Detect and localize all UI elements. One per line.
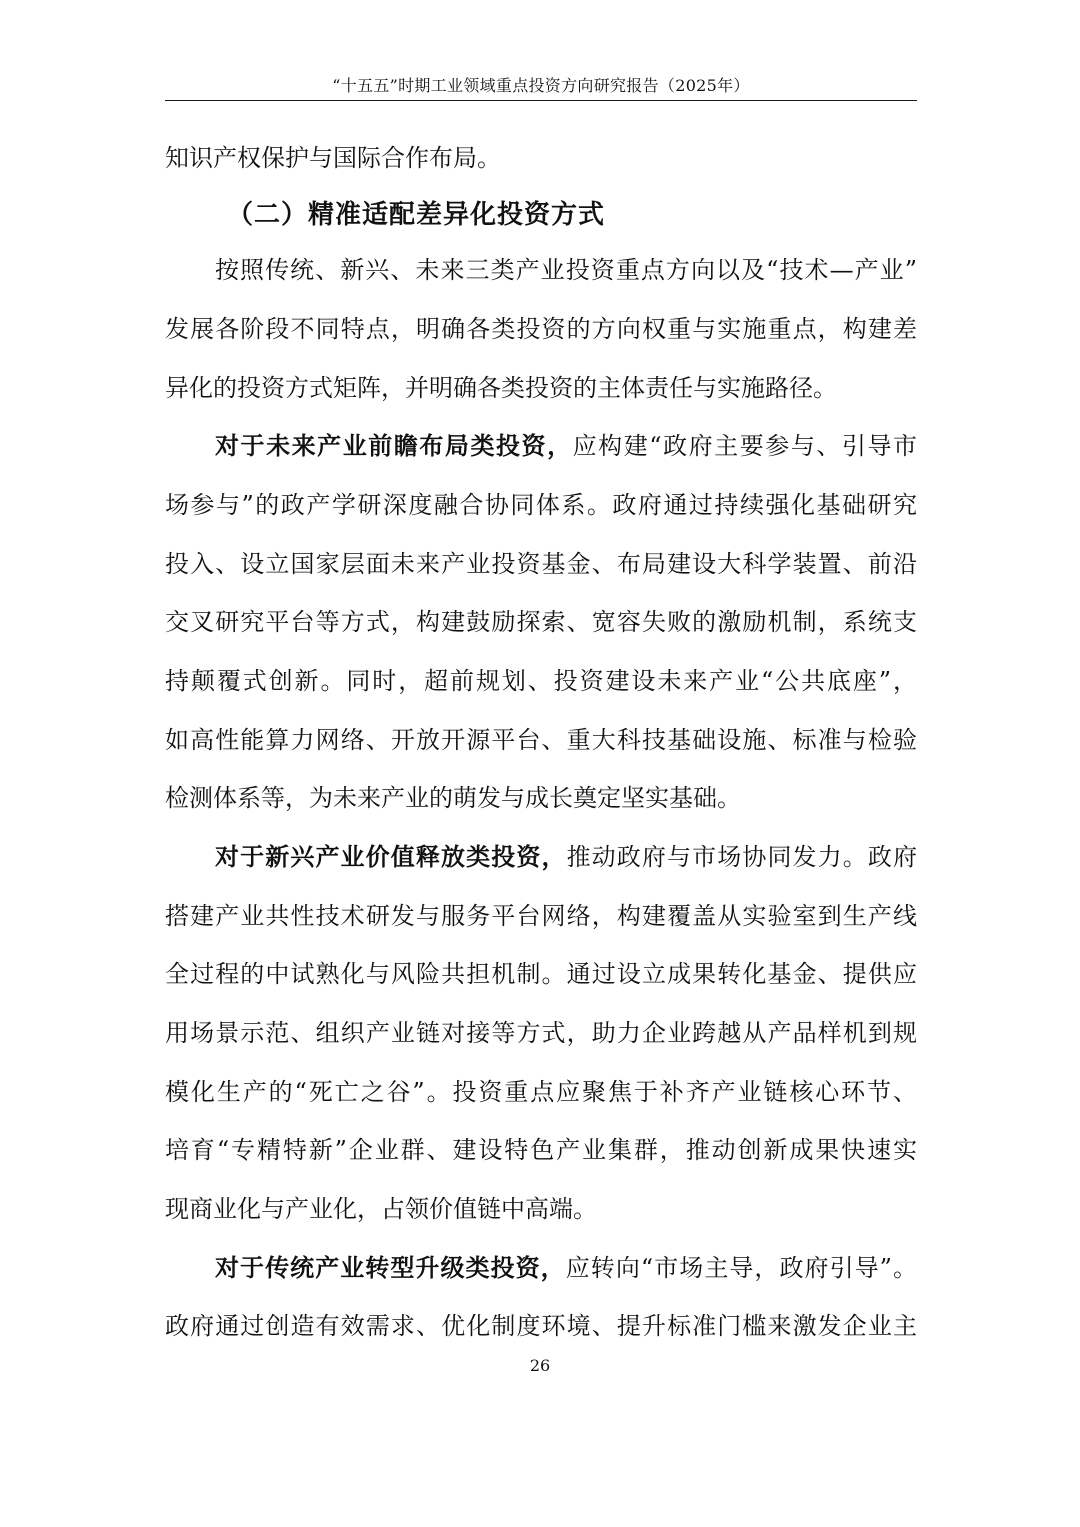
emerging-line-5: 模化生产的“死亡之谷”。投资重点应聚焦于补齐产业链核心环节、 xyxy=(165,1078,917,1106)
future-line-5: 持颠覆式创新。同时，超前规划、投资建设未来产业“公共底座”， xyxy=(165,667,917,695)
intro-line-2: 发展各阶段不同特点，明确各类投资的方向权重与实施重点，构建差 xyxy=(165,315,917,343)
emerging-paragraph-first-line xyxy=(215,842,917,872)
emerging-line-3: 全过程的中试熟化与风险共担机制。通过设立成果转化基金、提供应 xyxy=(165,960,917,988)
future-line-3: 投入、设立国家层面未来产业投资基金、布局建设大科学装置、前沿 xyxy=(165,550,917,578)
emerging-first-line-text: 推动政府与市场协同发力。政府 xyxy=(566,843,918,871)
emerging-line-6: 培育“专精特新”企业群、建设特色产业集群，推动创新成果快速实 xyxy=(165,1136,917,1164)
section-heading: （二）精准适配差异化投资方式 xyxy=(227,200,606,230)
future-line-2: 场参与”的政产学研深度融合协同体系。政府通过持续强化基础研究 xyxy=(165,491,917,519)
traditional-first-line-text: 应转向“市场主导，政府引导”。 xyxy=(565,1254,917,1282)
running-header: “十五五”时期工业领域重点投资方向研究报告（2025年） xyxy=(165,74,917,101)
future-paragraph-first-line xyxy=(215,431,917,461)
future-lead-text: 对于未来产业前瞻布局类投资， xyxy=(215,432,573,460)
carryover-text-line: 知识产权保护与国际合作布局。 xyxy=(165,144,501,172)
traditional-paragraph-first-line xyxy=(215,1253,917,1283)
traditional-lead-text: 对于传统产业转型升级类投资， xyxy=(215,1254,566,1282)
traditional-line-2: 政府通过创造有效需求、优化制度环境、提升标准门槛来激发企业主 xyxy=(165,1312,917,1340)
emerging-line-2: 搭建产业共性技术研发与服务平台网络，构建覆盖从实验室到生产线 xyxy=(165,902,917,930)
intro-line-3: 异化的投资方式矩阵，并明确各类投资的主体责任与实施路径。 xyxy=(165,374,837,402)
future-line-6: 如高性能算力网络、开放开源平台、重大科技基础设施、标准与检验 xyxy=(165,726,917,754)
page-number: 26 xyxy=(529,1356,551,1375)
emerging-line-7: 现商业化与产业化，占领价值链中高端。 xyxy=(165,1195,597,1223)
emerging-line-4: 用场景示范、组织产业链对接等方式，助力企业跨越从产品样机到规 xyxy=(165,1019,917,1047)
future-first-line-text: 应构建“政府主要参与、引导市 xyxy=(572,432,917,460)
emerging-lead-text: 对于新兴产业价值释放类投资， xyxy=(215,843,567,871)
future-line-7: 检测体系等，为未来产业的萌发与成长奠定坚实基础。 xyxy=(165,784,741,812)
intro-line-1: 按照传统、新兴、未来三类产业投资重点方向以及“技术—产业” xyxy=(215,256,917,284)
future-line-4: 交叉研究平台等方式，构建鼓励探索、宽容失败的激励机制，系统支 xyxy=(165,608,917,636)
